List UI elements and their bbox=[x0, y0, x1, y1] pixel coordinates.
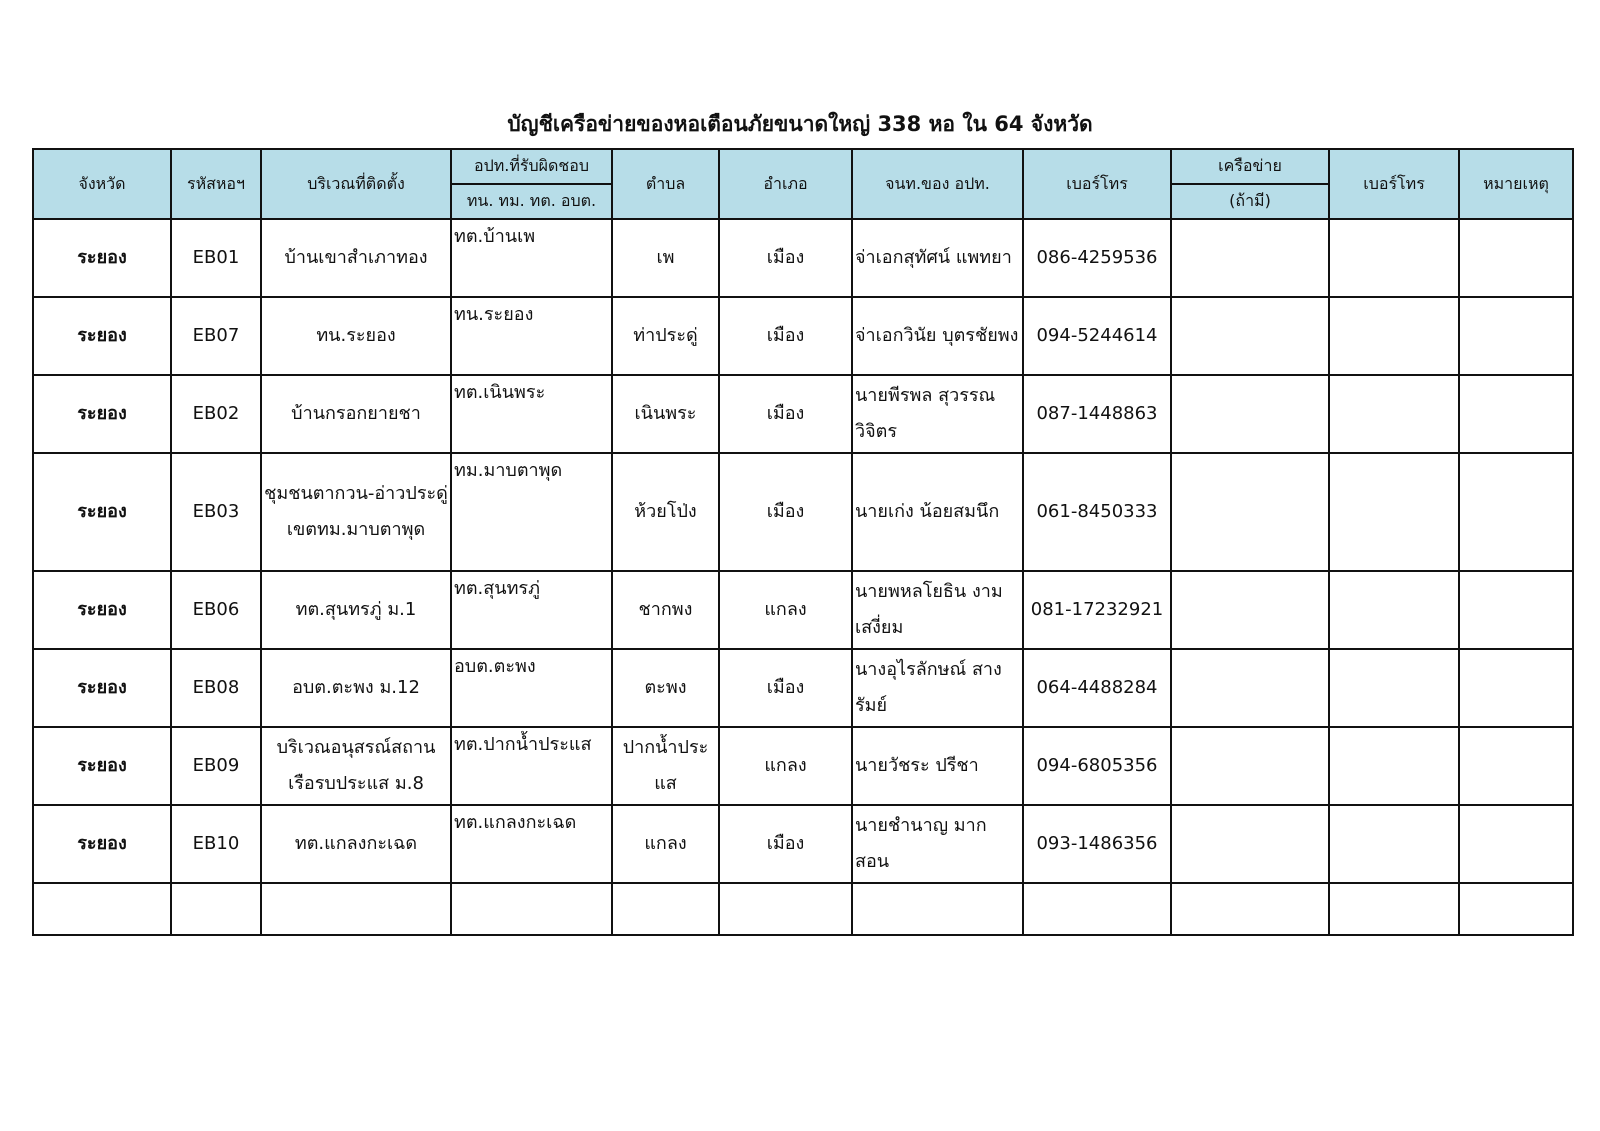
cell-phone2 bbox=[1329, 453, 1459, 571]
cell-phone2 bbox=[1329, 727, 1459, 805]
cell-network bbox=[1171, 453, 1329, 571]
cell-officer: นางอุไรลักษณ์ สางรัมย์ bbox=[852, 649, 1023, 727]
cell-note bbox=[1459, 375, 1573, 453]
cell-network bbox=[1171, 805, 1329, 883]
cell-note bbox=[1459, 453, 1573, 571]
cell-subdistrict: แกลง bbox=[612, 805, 719, 883]
cell-officer: นายวัชระ ปรีชา bbox=[852, 727, 1023, 805]
empty-cell bbox=[1171, 883, 1329, 935]
cell-subdistrict: ท่าประดู่ bbox=[612, 297, 719, 375]
cell-agency: ทต.เนินพระ bbox=[451, 375, 612, 453]
cell-agency: ทน.ระยอง bbox=[451, 297, 612, 375]
cell-network bbox=[1171, 727, 1329, 805]
cell-note bbox=[1459, 727, 1573, 805]
cell-province: ระยอง bbox=[33, 727, 171, 805]
cell-officer: นายพหลโยธิน งามเสงี่ยม bbox=[852, 571, 1023, 649]
cell-subdistrict: เนินพระ bbox=[612, 375, 719, 453]
header-phone: เบอร์โทร bbox=[1023, 149, 1171, 219]
header-district: อำเภอ bbox=[719, 149, 852, 219]
cell-district: เมือง bbox=[719, 649, 852, 727]
cell-phone: 061-8450333 bbox=[1023, 453, 1171, 571]
cell-officer: จ่าเอกวินัย บุตรชัยพง bbox=[852, 297, 1023, 375]
cell-phone2 bbox=[1329, 571, 1459, 649]
cell-district: เมือง bbox=[719, 805, 852, 883]
table-row bbox=[33, 649, 1573, 727]
document-title: บัญชีเครือข่ายของหอเตือนภัยขนาดใหญ่ 338 หอ ใน 64 จังหวัด bbox=[507, 112, 1093, 136]
cell-code: EB08 bbox=[171, 649, 261, 727]
cell-network bbox=[1171, 297, 1329, 375]
cell-location: ชุมชนตากวน-อ่าวประดู่ เขตทม.มาบตาพุด bbox=[261, 453, 451, 571]
cell-district: แกลง bbox=[719, 727, 852, 805]
cell-location: บ้านกรอกยายชา bbox=[261, 375, 451, 453]
cell-officer: นายเก่ง น้อยสมนึก bbox=[852, 453, 1023, 571]
empty-cell bbox=[1329, 883, 1459, 935]
cell-code: EB02 bbox=[171, 375, 261, 453]
cell-phone2 bbox=[1329, 805, 1459, 883]
cell-phone2 bbox=[1329, 649, 1459, 727]
cell-phone: 064-4488284 bbox=[1023, 649, 1171, 727]
empty-cell bbox=[261, 883, 451, 935]
cell-network bbox=[1171, 375, 1329, 453]
header-agency: อปท.ที่รับผิดชอบ bbox=[451, 149, 612, 184]
cell-agency: ทต.สุนทรภู่ bbox=[451, 571, 612, 649]
cell-phone2 bbox=[1329, 375, 1459, 453]
table-row bbox=[33, 297, 1573, 375]
cell-phone: 087-1448863 bbox=[1023, 375, 1171, 453]
cell-officer: นายชำนาญ มากสอน bbox=[852, 805, 1023, 883]
header-note: หมายเหตุ bbox=[1459, 149, 1573, 219]
cell-officer: จ่าเอกสุทัศน์ แพทยา bbox=[852, 219, 1023, 297]
cell-subdistrict: ห้วยโป่ง bbox=[612, 453, 719, 571]
cell-location: ทต.สุนทรภู่ ม.1 bbox=[261, 571, 451, 649]
cell-district: เมือง bbox=[719, 375, 852, 453]
cell-agency: ทม.มาบตาพุด bbox=[451, 453, 612, 571]
tower-network-table bbox=[32, 148, 1574, 936]
cell-network bbox=[1171, 649, 1329, 727]
cell-note bbox=[1459, 571, 1573, 649]
cell-agency: ทต.แกลงกะเฉด bbox=[451, 805, 612, 883]
cell-location: บ้านเขาสำเภาทอง bbox=[261, 219, 451, 297]
empty-cell bbox=[852, 883, 1023, 935]
empty-cell bbox=[719, 883, 852, 935]
header-network: เครือข่าย bbox=[1171, 149, 1329, 184]
cell-phone2 bbox=[1329, 219, 1459, 297]
cell-phone: 093-1486356 bbox=[1023, 805, 1171, 883]
header-network-sub: (ถ้ามี) bbox=[1171, 184, 1329, 219]
cell-note bbox=[1459, 805, 1573, 883]
cell-district: เมือง bbox=[719, 453, 852, 571]
cell-note bbox=[1459, 297, 1573, 375]
table-row bbox=[33, 453, 1573, 571]
header-phone-2: เบอร์โทร bbox=[1329, 149, 1459, 219]
cell-network bbox=[1171, 219, 1329, 297]
cell-subdistrict: ชากพง bbox=[612, 571, 719, 649]
cell-network bbox=[1171, 571, 1329, 649]
table-row bbox=[33, 727, 1573, 805]
cell-agency: ทต.บ้านเพ bbox=[451, 219, 612, 297]
cell-note bbox=[1459, 219, 1573, 297]
header-subdistrict: ตำบล bbox=[612, 149, 719, 219]
header-code: รหัสหอฯ bbox=[171, 149, 261, 219]
empty-cell bbox=[33, 883, 171, 935]
cell-subdistrict: ปากน้ำประแส bbox=[612, 727, 719, 805]
cell-note bbox=[1459, 649, 1573, 727]
cell-district: เมือง bbox=[719, 219, 852, 297]
cell-location: ทต.แกลงกะเฉด bbox=[261, 805, 451, 883]
cell-officer: นายพีรพล สุวรรณวิจิตร bbox=[852, 375, 1023, 453]
header-agency-sub: ทน. ทม. ทต. อบต. bbox=[451, 184, 612, 219]
cell-phone2 bbox=[1329, 297, 1459, 375]
cell-province: ระยอง bbox=[33, 571, 171, 649]
cell-agency: อบต.ตะพง bbox=[451, 649, 612, 727]
header-location: บริเวณที่ติดตั้ง bbox=[261, 149, 451, 219]
cell-province: ระยอง bbox=[33, 805, 171, 883]
cell-province: ระยอง bbox=[33, 375, 171, 453]
cell-code: EB06 bbox=[171, 571, 261, 649]
table-row bbox=[33, 571, 1573, 649]
empty-cell bbox=[1023, 883, 1171, 935]
empty-cell bbox=[171, 883, 261, 935]
cell-district: เมือง bbox=[719, 297, 852, 375]
cell-subdistrict: เพ bbox=[612, 219, 719, 297]
header-officer: จนท.ของ อปท. bbox=[852, 149, 1023, 219]
empty-cell bbox=[1459, 883, 1573, 935]
cell-code: EB09 bbox=[171, 727, 261, 805]
table-row bbox=[33, 219, 1573, 297]
header-province: จังหวัด bbox=[33, 149, 171, 219]
cell-code: EB01 bbox=[171, 219, 261, 297]
cell-province: ระยอง bbox=[33, 649, 171, 727]
cell-province: ระยอง bbox=[33, 297, 171, 375]
cell-subdistrict: ตะพง bbox=[612, 649, 719, 727]
cell-district: แกลง bbox=[719, 571, 852, 649]
empty-cell bbox=[451, 883, 612, 935]
cell-location: ทน.ระยอง bbox=[261, 297, 451, 375]
cell-phone: 081-17232921 bbox=[1023, 571, 1171, 649]
table-row bbox=[33, 375, 1573, 453]
empty-cell bbox=[612, 883, 719, 935]
empty-row bbox=[33, 883, 1573, 935]
cell-phone: 094-6805356 bbox=[1023, 727, 1171, 805]
cell-location: อบต.ตะพง ม.12 bbox=[261, 649, 451, 727]
cell-code: EB07 bbox=[171, 297, 261, 375]
cell-phone: 086-4259536 bbox=[1023, 219, 1171, 297]
cell-code: EB03 bbox=[171, 453, 261, 571]
cell-phone: 094-5244614 bbox=[1023, 297, 1171, 375]
cell-province: ระยอง bbox=[33, 453, 171, 571]
cell-code: EB10 bbox=[171, 805, 261, 883]
table-row bbox=[33, 805, 1573, 883]
cell-province: ระยอง bbox=[33, 219, 171, 297]
cell-location: บริเวณอนุสรณ์สถานเรือรบประแส ม.8 bbox=[261, 727, 451, 805]
cell-agency: ทต.ปากน้ำประแส bbox=[451, 727, 612, 805]
